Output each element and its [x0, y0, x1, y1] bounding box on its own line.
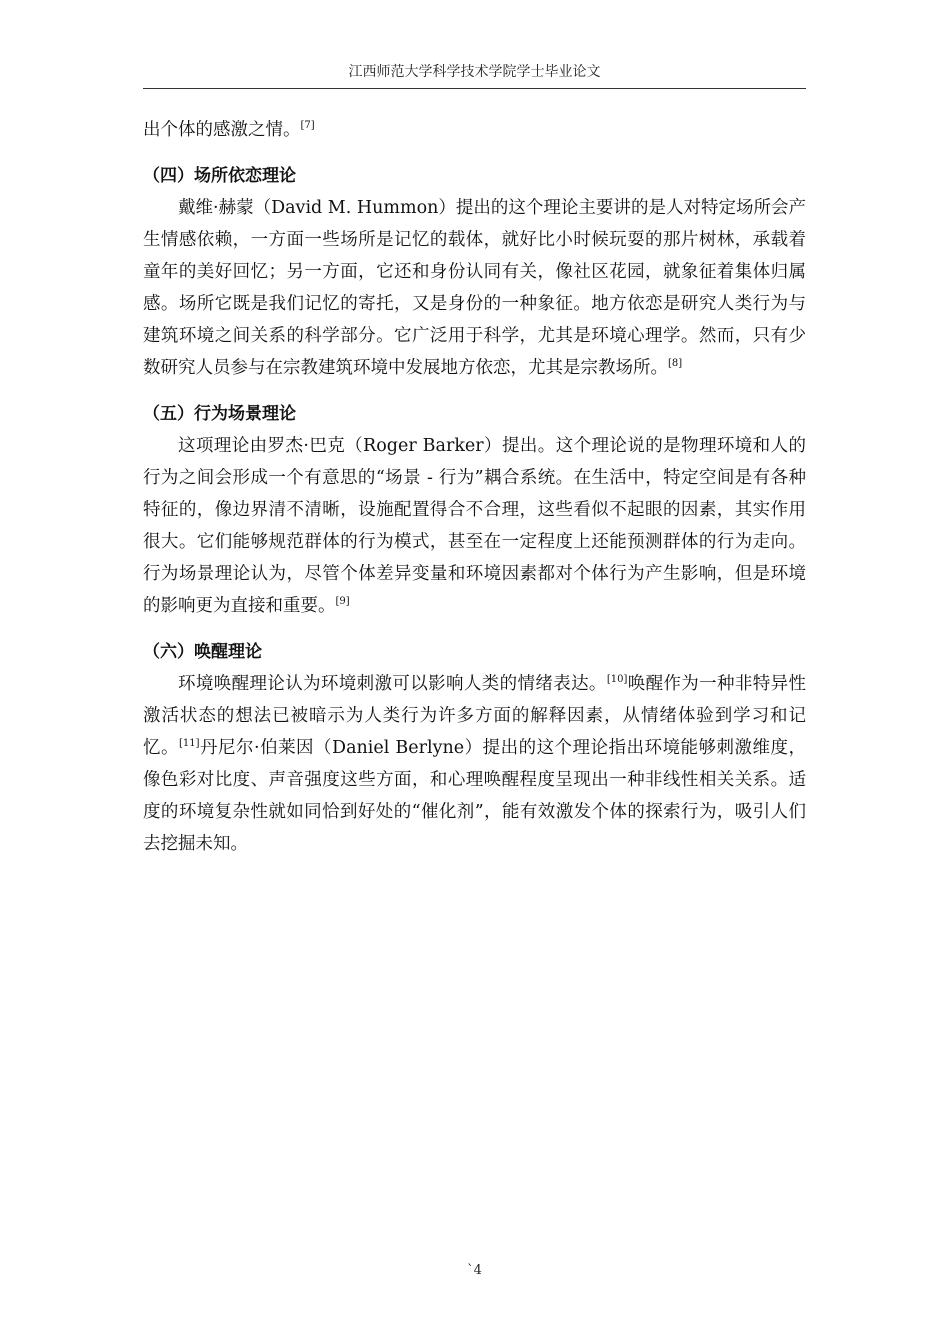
- section-heading: （五）行为场景理论: [143, 404, 296, 424]
- citation-ref: [7]: [300, 120, 315, 131]
- section-place-attachment: [143, 160, 806, 384]
- citation-ref: [8]: [668, 358, 683, 369]
- section-paragraph: [143, 430, 806, 622]
- paragraph-text: 这项理论由罗杰·巴克（Roger Barker）提出。这个理论说的是物理环境和人的行为之间会形成一个有意思的“场景 - 行为”耦合系统。在生活中，特定空间是有各种特征的，像边界清不清晰，设施配置得合不合理，这些看似不起眼的因素，其实作用很大。它们能够规范群体的行为模式，甚至在一定程度上还能预测群体的行为走向。行为场景理论认为，尽管个体差异变量和环境因素都对个体行为产生影响，但是环境的影响更为直接和重要。: [143, 436, 806, 616]
- paragraph-text: 丹尼尔·伯莱因（Daniel Berlyne）提出的这个理论指出环境能够刺激维度，像色彩对比度、声音强度这些方面，和心理唤醒程度呈现出一种非线性相关关系。适度的环境复杂性就如同恰到好处的“催化剂”，能有效激发个体的探索行为，吸引人们去挖掘未知。: [143, 738, 807, 854]
- paragraph-text: 戴维·赫蒙（David M. Hummon）提出的这个理论主要讲的是人对特定场所会产生情感依赖，一方面一些场所是记忆的载体，就好比小时候玩耍的那片树林，承载着童年的美好回忆；另一方面，它还和身份认同有关，像社区花园，就象征着集体归属感。场所它既是我们记忆的寄托，又是身份的一种象征。地方依恋是研究人类行为与建筑环境之间关系的科学部分。它广泛用于科学，尤其是环境心理学。然而，只有少数研究人员参与在宗教建筑环境中发展地方依恋，尤其是宗教场所。: [143, 198, 806, 378]
- section-paragraph: [143, 192, 806, 384]
- citation-ref: [11]: [179, 738, 200, 749]
- opening-text: 出个体的感激之情。: [143, 120, 301, 140]
- page-header: 江西师范大学科学技术学院学士毕业论文: [348, 64, 601, 80]
- citation-ref: [10]: [606, 674, 628, 685]
- section-arousal-theory: [143, 636, 806, 860]
- section-paragraph: [143, 668, 806, 860]
- paragraph-text: 唤醒作为一种非特异性激活状态的想法已被暗示为人类行为许多方面的解释因素，从情绪体验到学习和记忆。: [143, 674, 807, 758]
- section-heading: （六）唤醒理论: [143, 642, 262, 662]
- document-body: [143, 114, 806, 874]
- header-divider: [143, 88, 806, 89]
- opening-paragraph: [143, 114, 806, 146]
- section-heading: （四）场所依恋理论: [143, 166, 296, 186]
- paragraph-text: 环境唤醒理论认为环境刺激可以影响人类的情绪表达。: [178, 674, 607, 694]
- citation-ref: [9]: [335, 596, 350, 607]
- page-number: `4: [467, 1263, 482, 1278]
- section-behavior-setting: [143, 398, 806, 622]
